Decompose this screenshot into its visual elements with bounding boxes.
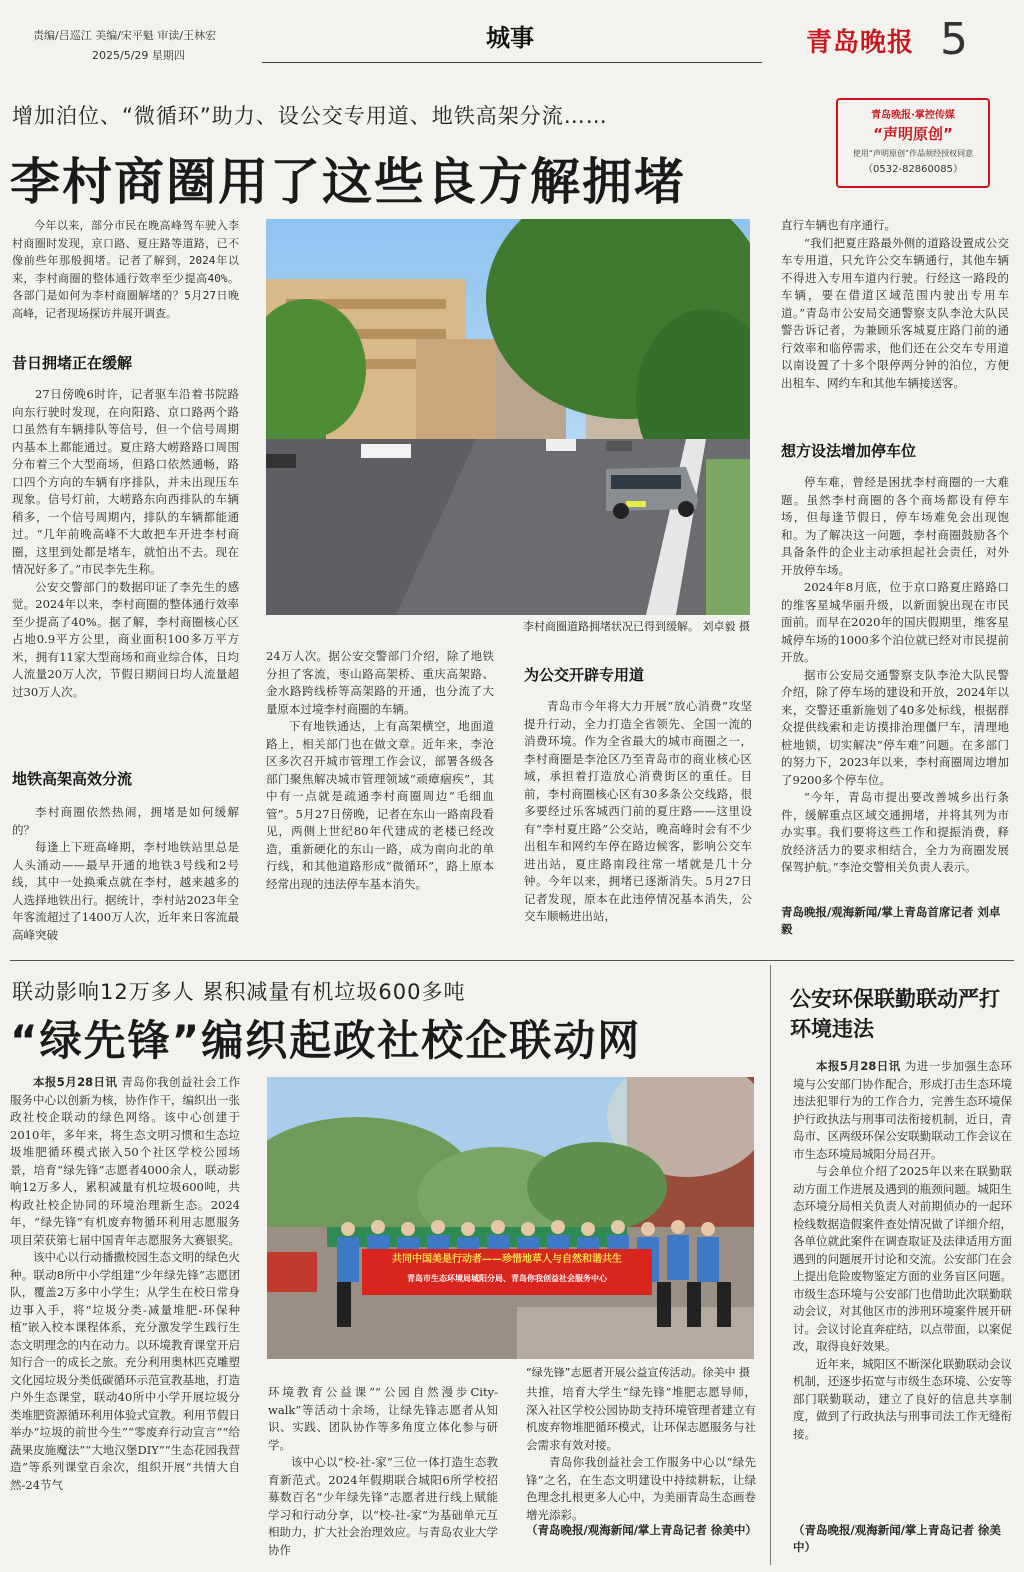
- paragraph: 李村商圈依然热闹，拥堵是如何缓解的？: [12, 805, 239, 837]
- article1-headline: 李村商圈用了这些良方解拥堵: [10, 153, 686, 211]
- paragraph: 与会单位介绍了2025年以来在联勤联动方面工作进展及遇到的瓶颈问题。城阳生态环境分局相关负责人对前期侦办的一起环检线数据造假案件查处情况做了详细介绍，各单位就此案件在调查取证及法律适用方面遇到的问题展开讨论和交流。公安部门在会上提出危险废物鉴定方面的业务盲区问题。市级生态环境与公安部门也借助此次联勤联动会议，对其他区市的涉刑环境案件展开研讨。会议讨论直奔症结，以点带面，以案促改，取得良好效果。: [793, 1164, 1012, 1353]
- article3-byline: （青岛晚报/观海新闻/掌上青岛记者 徐美中）: [793, 1523, 1001, 1554]
- paragraph: “今年，青岛市提出要改善城乡出行条件，缓解重点区域交通拥堵，并将其列为市办实事。我们要将这些工作和提振消费，释放经济活力的要求相结合，全力为商圈发展保驾护航。”李沧交警相关负责人表示。: [781, 790, 1009, 874]
- article1-subhead-1: 昔日拥堵正在缓解: [12, 354, 133, 372]
- dateline: 本报5月28日讯: [33, 1075, 118, 1089]
- volunteer-photo: [267, 1077, 754, 1359]
- paragraph: 该中心以“校-社-家”三位一体打造生态教育新范式。2024年假期联合城阳6所学校招募数百名“少年绿先锋”志愿者进行线上赋能学习和行动分享，以“校-社-家”为基础单元互相助力，扩大社会治理效应。与青岛农业大学协作: [268, 1455, 498, 1557]
- paragraph: 近年来，城阳区不断深化联勤联动会议机制，还逐步拓宽与市级生态环境、公安等部门联勤联动，建立了良好的信息共享制度，做到了行政执法与刑事司法工作无缝衔接。: [793, 1356, 1012, 1441]
- article1-column1-body-2: [12, 804, 239, 944]
- paragraph: “我们把夏庄路最外侧的道路设置成公交车专用道，只允许公交车辆通行，其他车辆不得进入专用车道内行驶。行经这一路段的车辆，要在借道区域范围内驶出专用车道。”青岛市公安局交通警察支队李沧大队民警告诉记者，为兼顾乐客城夏庄路门前的通行效率和临停需求，他们还在公交车专用道以南设置了十多个限停两分钟的泊位，方便出租车、网约车和其他车辆接送客。: [781, 235, 1009, 390]
- dateline: 本报5月28日讯: [816, 1059, 901, 1073]
- paragraph: 为进一步加强生态环境与公安部门协作配合，形成打击生态环境违法犯罪行为的工作合力，完善生态环境保护行政执法与刑事司法衔接机制，近日，青岛市、区两级环保公安联勤联动工作会议在市生态环境局城阳分局召开。: [793, 1059, 1013, 1161]
- paragraph: 该中心以行动播撒校园生态文明的绿色火种。联动8所中小学组建“少年绿先锋”志愿团队，覆盖2万多中小学生；从学生在校日常身边事入手，将“垃圾分类-减量堆肥-环保种植”嵌入校本课程体系，充分激发学生践行生态文明理念的内在动力。以环境教育课堂开启知行合一的成长之旅。充分利用奥林匹克雕塑文化园垃圾分类低碳循环示范宣教基地，打造户外生态课堂，联动40所中小学开展垃圾分类堆肥资源循环利用体验式宣教。利用节假日举办“垃圾的前世今生”“零废弃行动宣言”“给蔬果皮施魔法”“大地汉堡DIY”“生态花园我营造”等系列课堂百余次，组织开展“共情大自然-24节气: [10, 1250, 240, 1492]
- paragraph: 下有地铁通达，上有高架横空，地面道路上，相关部门也在做文章。近年来，李沧区多次召开城市管理工作会议，部署各级各部门聚焦解决城市管理领域“顽瘴痼疾”，其中有一点就是疏通李村商圈周边“毛细血管”。5月27日傍晚，记者在东山一路南段看见，两侧上世纪80年代建成的老楼已经改造，重新硬化的东山一路，成为南向北的单行线，和其他道路形成“微循环”，路上原本经常出现的违法停车基本消失。: [266, 719, 494, 891]
- article1-column4-body: [781, 474, 1009, 877]
- banner-text-2: 青岛市生态环境局城阳分局、青岛你我创益社会服务中心: [407, 1274, 607, 1283]
- article2-kicker: 联动影响12万多人 累积减量有机垃圾600多吨: [12, 980, 466, 1004]
- paragraph: 2024年8月底，位于京口路夏庄路路口的维客星城华丽升级，以新面貌出现在市民面前。而早在2020年的国庆假期里，维客星城停车场的1000多个泊位就已经对市民提前开放。: [781, 580, 1009, 664]
- page-number: 5: [940, 14, 968, 65]
- masthead-rule: [262, 62, 762, 63]
- article2-column3: [526, 1384, 756, 1524]
- issue-date: 2025/5/29 星期四: [92, 49, 185, 62]
- stamp-phone: （0532-82860085）: [863, 164, 963, 175]
- article1-subhead-3: 为公交开辟专用道: [524, 666, 645, 684]
- article-divider: [10, 960, 1014, 961]
- article3-headline: 公安环保联勤联动严打环境违法: [790, 987, 1000, 1041]
- article1-column2: [266, 648, 494, 893]
- article1-lead: 今年以来，部分市民在晚高峰驾车驶入李村商圈时发现，京口路、夏庄路等道路，已不像前些年那般拥堵。记者了解到，2024年以来，李村商圈的整体通行效率至少提高40%。各部门是如何为李村商圈解堵的？5月27日晚高峰，记者现场探访并展开调查。: [12, 219, 239, 320]
- street-photo: [266, 219, 750, 615]
- paragraph: 24万人次。据公安交警部门介绍，除了地铁分担了客流，枣山路高架桥、重庆高架路、金水路跨线桥等高架路的开通，也分流了大量原本过境李村商圈的车辆。: [266, 649, 494, 716]
- paragraph: 青岛你我创益社会工作服务中心以“绿先锋”之名，在生态文明建设中持续耕耘，让绿色理念扎根更多人心中，为美丽青岛生态画卷增光添彩。: [526, 1455, 756, 1522]
- article2-column1: [10, 1074, 240, 1494]
- article2-headline: “绿先锋”编织起政社校企联动网: [10, 1016, 642, 1065]
- article1-subhead-2: 地铁高架高效分流: [12, 770, 133, 788]
- article1-column1-body: [12, 386, 239, 701]
- article1-column4: [781, 217, 1009, 392]
- original-claim-stamp: [836, 98, 990, 188]
- banner-text-1: 共同中国美是行动者——珍惜地草人与自然和谐共生: [392, 1254, 622, 1265]
- paragraph: 共推，培育大学生“绿先锋”堆肥志愿导师，深入社区学校公园协助支持环境管理者建立有机废弃物堆肥循环模式，让环保志愿服务与社会需求有效对接。: [526, 1385, 756, 1452]
- section-title: 城事: [486, 24, 534, 52]
- paragraph: 青岛市今年将大力开展“放心消费”攻坚提升行动，全力打造全省领先、全国一流的消费环境。作为全省最大的城市商圈之一，李村商圈是李沧区乃至青岛市的商业核心区域，承担着打造放心消费街区的重任。目前，李村商圈核心区有30多条公交线路，很多要经过乐客城西门前的夏庄路——这里设有“李村夏庄路”公交站，晚高峰时会有不少出租车和网约车停在路边候客，影响公交车进出站，夏庄路南段往常一堵就是几十分钟。今年以来，拥堵已逐渐消失。5月27日记者发现，原本在此违停情况基本消失，公交车顺畅进出站，: [524, 699, 752, 923]
- article3-body: [793, 1058, 1012, 1443]
- stamp-line3: 使用“声明原创”作品须经授权同意: [852, 149, 974, 158]
- paragraph: 公安交警部门的数据印证了李先生的感觉。2024年以来，李村商圈的整体通行效率至少提高了40%。据了解，李村商圈核心区占地0.9平方公里，商业面积100多万平方米，拥有11家大型商场和商业综合体，日均人流量20万人次，节假日期间日均人流量超过30万人次。: [12, 579, 239, 699]
- paragraph: 停车难，曾经是困扰李村商圈的一大难题。虽然李村商圈的各个商场都设有停车场，但每逢节假日，停车场难免会出现饱和。为了解决这一问题，李村商圈鼓励各个具备条件的企业主动承担起社会责任，对外开放停车场。: [781, 475, 1009, 577]
- editors-credit: 责编/吕巡江 美编/宋平魁 审读/王林宏: [33, 29, 217, 42]
- paragraph: 青岛你我创益社会工作服务中心以创新为核，协作作干，编织出一张政社校企联动的绿色网络。该中心创建于2010年，多年来，将生态文明习惯和生态垃圾堆肥循环模式嵌入50个社区学校公园场景，培育“绿先锋”志愿者4000余人，联动影响12万多人，累积减量有机垃圾600吨，共构政社校企协同的环境治理新生态。2024年，“绿先锋”有机废弃物循环利用志愿服务项目荣获第七届中国青年志愿服务大赛银奖。: [10, 1075, 241, 1247]
- column-divider: [770, 965, 771, 1565]
- article2-byline: （青岛晚报/观海新闻/掌上青岛记者 徐美中）: [526, 1523, 757, 1537]
- photo2-caption: “绿先锋”志愿者开展公益宣传活动。徐美中 摄: [526, 1366, 750, 1379]
- stamp-line1: 青岛晚报·掌控传媒: [871, 110, 955, 121]
- paragraph: 27日傍晚6时许，记者驱车沿着书院路向东行驶时发现，在向阳路、京口路两个路口虽然有车辆排队等信号，但一个信号周期内基本上都能通过。夏庄路大崂路路口周围分布着三个大型商场，但路口依然通畅，路口四个方向的车辆有序排队，并未出现压车现象。信号灯前，大崂路东向西排队的车辆稍多，一个信号周期内，排队的车辆都能通过。“几年前晚高峰不大敢把车开进李村商圈，这里到处都是堵车，就怕出不去。现在情况好多了。”市民李先生称。: [12, 387, 239, 576]
- paragraph: 直行车辆也有序通行。: [781, 218, 896, 232]
- paragraph: 每逢上下班高峰期，李村地铁站里总是人头涌动——最早开通的地铁3号线和2号线，其中一处换乘点就在李村，越来越多的人选择地铁出行。据统计，李村站2023年全年客流超过了1400万人次，近年来日客流最高峰突破: [12, 840, 239, 942]
- photo1-caption: 李村商圈道路拥堵状况已得到缓解。 刘卓毅 摄: [523, 620, 750, 633]
- article1-column3: [524, 698, 752, 926]
- stamp-line2: “声明原创”: [873, 125, 953, 143]
- article2-column2: [268, 1384, 498, 1559]
- paragraph: 环境教育公益课”“公园自然漫步City-walk”等活动十余场，让绿先锋志愿者从知识、实践、团队协作等多角度立体化参与研学。: [268, 1385, 498, 1452]
- article1-byline: 青岛晚报/观海新闻/掌上青岛首席记者 刘卓毅: [781, 905, 1001, 936]
- article1-subhead-4: 想方设法增加停车位: [781, 442, 917, 460]
- paragraph: 据市公安局交通警察支队李沧大队民警介绍，除了停车场的建设和开放，2024年以来，交警还重新施划了40多处标线，根据群众提供线索和走访摸排治理僵尸车，清理地桩地锁，切实解决“停车难”问题。在多部门的努力下，2023年以来，李村商圈周边增加了9200多个停车位。: [781, 667, 1009, 787]
- article1-kicker: 增加泊位、“微循环”助力、设公交专用道、地铁高架分流……: [12, 104, 608, 128]
- article1-column1: [12, 217, 239, 322]
- paper-name: 青岛晚报: [806, 28, 915, 58]
